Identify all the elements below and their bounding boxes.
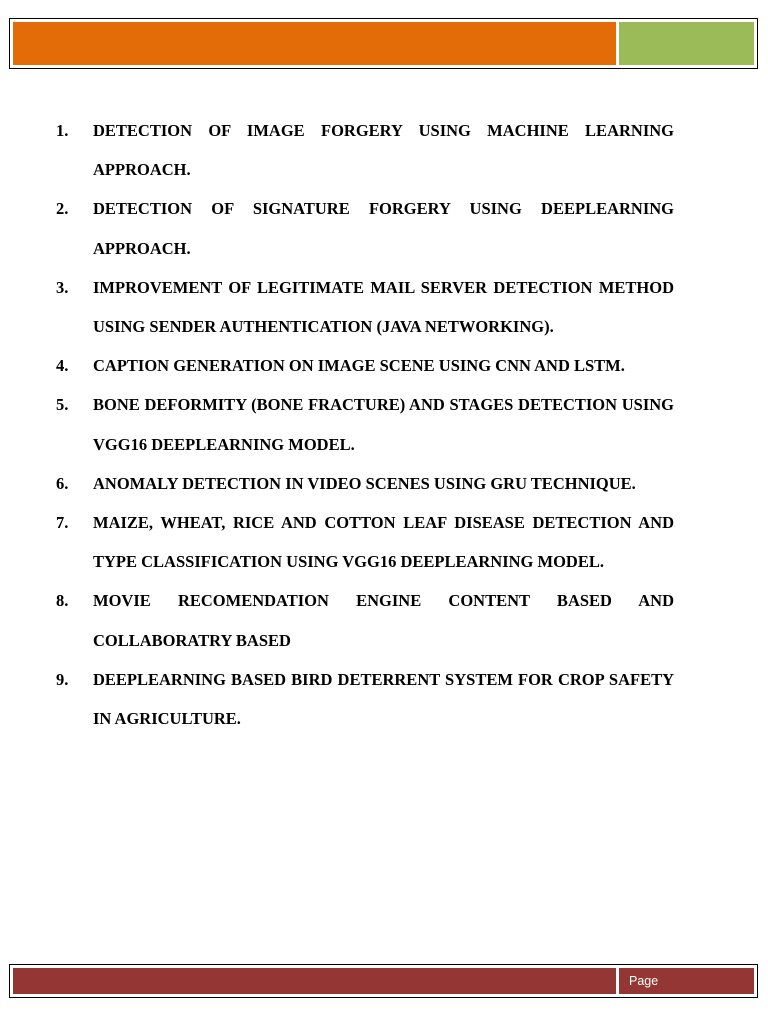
header-orange-band [13, 22, 616, 65]
list-item-text: IMPROVEMENT OF LEGITIMATE MAIL SERVER DETECTION METHOD USING SENDER AUTHENTICATION (JAVA NETWORKING). [93, 277, 674, 337]
list-item [56, 346, 674, 385]
list-item-text: DETECTION OF IMAGE FORGERY USING MACHINE LEARNING APPROACH. [93, 121, 674, 180]
list-item [56, 464, 674, 503]
list-item [56, 268, 674, 346]
list-item [56, 503, 674, 581]
list-item [56, 385, 674, 463]
list-item-number: 3. [56, 277, 69, 297]
footer-page-label: Page [619, 968, 754, 994]
page-header [9, 18, 758, 69]
list-item [56, 189, 674, 267]
list-item-number: 6. [56, 473, 69, 493]
list-item-number: 2. [56, 199, 69, 219]
list-item [56, 111, 674, 189]
list-item-number: 8. [56, 591, 69, 611]
list-item-number: 4. [56, 356, 69, 376]
list-item-text: DEEPLEARNING BASED BIRD DETERRENT SYSTEM FOR CROP SAFETY IN AGRICULTURE. [93, 669, 674, 729]
list-item [56, 660, 674, 738]
list-item-number: 9. [56, 669, 69, 689]
list-item-text: DETECTION OF SIGNATURE FORGERY USING DEEPLEARNING APPROACH. [93, 199, 674, 258]
list-item [56, 581, 674, 659]
list-item-text: BONE DEFORMITY (BONE FRACTURE) AND STAGES DETECTION USING VGG16 DEEPLEARNING MODEL. [93, 395, 674, 454]
footer-band [13, 968, 616, 994]
list-item-number: 1. [56, 121, 69, 140]
list-item-number: 7. [56, 513, 69, 533]
list-item-text: ANOMALY DETECTION IN VIDEO SCENES USING GRU TECHNIQUE. [93, 473, 636, 493]
list-item-text: CAPTION GENERATION ON IMAGE SCENE USING CNN AND LSTM. [93, 356, 625, 376]
page-footer [9, 964, 758, 998]
list-item-text: MAIZE, WHEAT, RICE AND COTTON LEAF DISEASE DETECTION AND TYPE CLASSIFICATION USING VGG16 DEEPLEARNING MODEL. [93, 513, 674, 572]
project-title-list [56, 111, 674, 738]
list-item-text: MOVIE RECOMENDATION ENGINE CONTENT BASED AND COLLABORATRY BASED [93, 591, 674, 650]
header-green-band [619, 22, 754, 65]
list-item-number: 5. [56, 395, 69, 415]
